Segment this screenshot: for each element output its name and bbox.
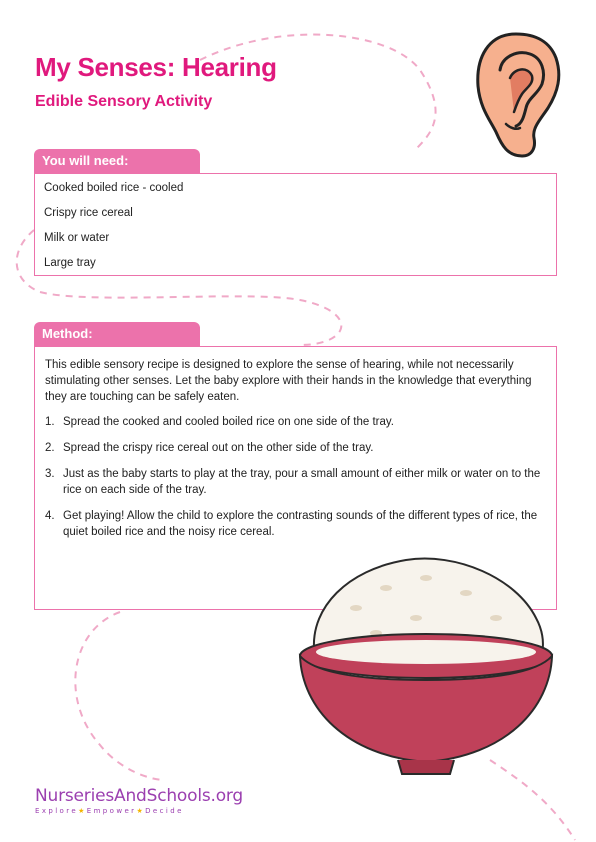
needs-box [34,173,557,276]
needs-item: Cooked boiled rice - cooled [44,182,184,194]
step-text: Spread the cooked and cooled boiled rice on one side of the tray. [63,416,394,428]
step-text: Just as the baby starts to play at the tray, pour a small amount of either milk or water on to the rice on each side of the tray. [63,468,541,496]
brand-logo[interactable] [35,786,243,815]
needs-list [44,180,547,280]
step-text: Get playing! Allow the child to explore the contrasting sounds of the different types of rice, the quiet boiled rice and the noisy rice cereal. [63,510,538,538]
method-step [45,508,546,540]
method-heading-tab: Method: [34,322,200,346]
rice-bowl-icon [286,548,566,780]
star-icon: ★ [136,807,146,815]
ear-icon [470,28,566,162]
page-subtitle: Edible Sensory Activity [35,93,213,110]
step-number: 4. [45,510,55,522]
step-number: 3. [45,468,55,480]
needs-heading-tab: You will need: [34,149,200,173]
step-text: Spread the crispy rice cereal out on the other side of the tray. [63,442,374,454]
needs-item: Large tray [44,257,96,269]
tagline-word: Empower [86,807,137,815]
step-number: 1. [45,416,55,428]
method-steps [45,414,546,540]
method-step [45,466,546,498]
tagline-word: Decide [145,807,184,815]
page-title: My Senses: Hearing [35,52,277,82]
method-step [45,440,546,456]
brand-name: NurseriesAndSchools.org [35,786,243,806]
method-step [45,414,546,430]
method-intro: This edible sensory recipe is designed to explore the sense of hearing, while not necessarily stimulating other senses. Let the baby explore with their hands in the knowledge that everything they are touching can be safely eaten. [45,359,532,403]
needs-item: Crispy rice cereal [44,207,133,219]
step-number: 2. [45,442,55,454]
star-icon: ★ [78,807,87,815]
brand-tagline [35,807,243,815]
tagline-word: Explore [35,807,79,815]
needs-item: Milk or water [44,232,110,244]
